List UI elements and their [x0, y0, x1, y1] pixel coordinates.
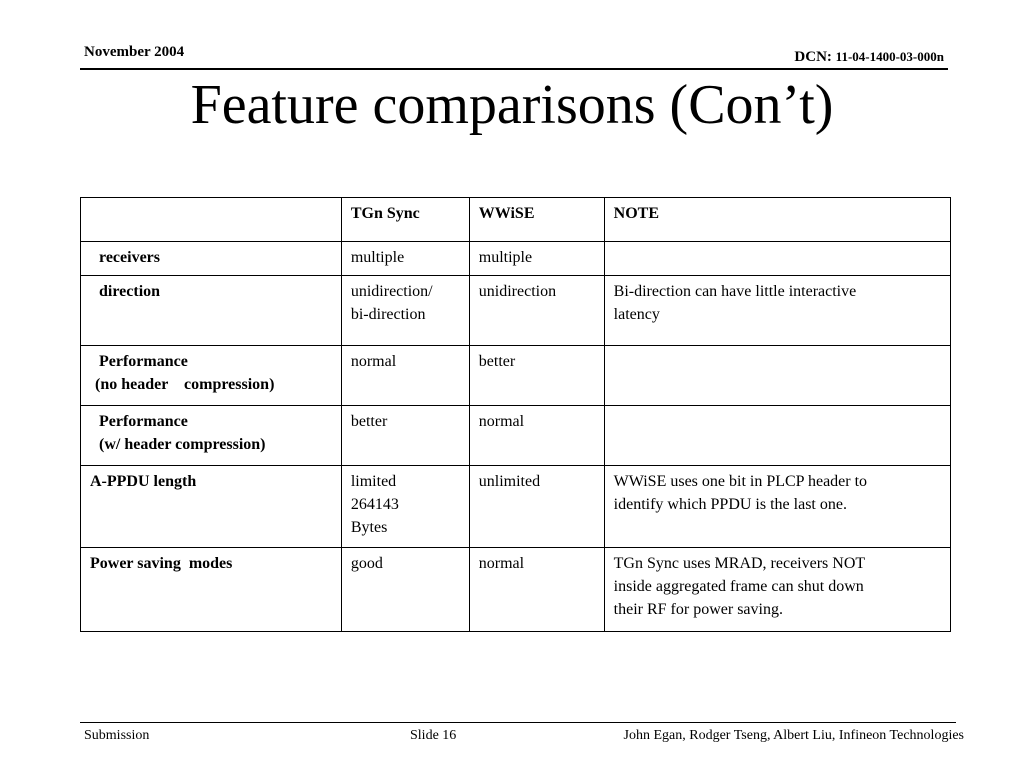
cell-text: good [350, 555, 383, 572]
cell-text: 264143 [350, 496, 399, 513]
table-row [81, 242, 951, 276]
comparison-table [80, 197, 951, 632]
table-row [81, 466, 951, 548]
cell-wwise [469, 276, 604, 346]
footer-rule [80, 722, 956, 723]
cell-text: direction [99, 283, 161, 300]
header-dcn [794, 49, 944, 66]
cell-feat [81, 466, 342, 548]
cell-note [604, 406, 950, 466]
dcn-number: 11-04-1400-03-000n [835, 49, 944, 64]
header-cell-wwise: WWiSE [469, 198, 604, 242]
cell-note [604, 548, 950, 632]
cell-text: normal [478, 413, 525, 430]
header-cell-note: NOTE [604, 198, 950, 242]
cell-text: unlimited [478, 473, 541, 490]
cell-feat [81, 276, 342, 346]
table-header-row [81, 198, 951, 242]
footer-submission: Submission [84, 728, 150, 743]
cell-note [604, 346, 950, 406]
cell-text: multiple [350, 249, 405, 266]
table-row [81, 548, 951, 632]
cell-text: Bytes [350, 519, 388, 536]
cell-text: unidirection [478, 283, 557, 300]
cell-text: their RF for power saving. [613, 601, 783, 618]
header-cell-feature [81, 198, 342, 242]
cell-text: normal [350, 353, 397, 370]
cell-wwise [469, 466, 604, 548]
cell-feat [81, 548, 342, 632]
cell-text: Performance [99, 353, 188, 370]
cell-text: receivers [99, 249, 160, 266]
header-date: November 2004 [84, 44, 185, 60]
cell-text: bi-direction [350, 306, 426, 323]
cell-tgn [341, 466, 469, 548]
cell-tgn [341, 548, 469, 632]
cell-note [604, 242, 950, 276]
cell-text: (no header compression) [95, 376, 275, 393]
cell-text: multiple [478, 249, 533, 266]
cell-text: latency [613, 306, 660, 323]
cell-text: identify which PPDU is the last one. [613, 496, 847, 513]
cell-text: better [478, 353, 516, 370]
cell-wwise [469, 406, 604, 466]
cell-tgn [341, 406, 469, 466]
table-row [81, 406, 951, 466]
footer-slide-number: Slide 16 [410, 728, 457, 743]
header-cell-tgn-sync: TGn Sync [341, 198, 469, 242]
cell-text: A-PPDU length [90, 473, 197, 490]
cell-text: unidirection/ [350, 283, 433, 300]
cell-text: inside aggregated frame can shut down [613, 578, 864, 595]
footer-authors: John Egan, Rodger Tseng, Albert Liu, Infineon Technologies [623, 728, 964, 743]
cell-text: (w/ header compression) [99, 436, 266, 453]
table-body [81, 242, 951, 632]
table-row [81, 276, 951, 346]
cell-text: WWiSE uses one bit in PLCP header to [613, 473, 868, 490]
dcn-label: DCN: [794, 49, 836, 65]
cell-tgn [341, 242, 469, 276]
cell-text: Power saving modes [90, 555, 233, 572]
cell-wwise [469, 346, 604, 406]
cell-tgn [341, 276, 469, 346]
cell-feat [81, 346, 342, 406]
cell-text: better [350, 413, 388, 430]
cell-text: Bi-direction can have little interactive [613, 283, 857, 300]
cell-wwise [469, 548, 604, 632]
cell-feat [81, 242, 342, 276]
cell-text: normal [478, 555, 525, 572]
cell-tgn [341, 346, 469, 406]
cell-note [604, 276, 950, 346]
cell-note [604, 466, 950, 548]
cell-wwise [469, 242, 604, 276]
table-row [81, 346, 951, 406]
cell-text: Performance [99, 413, 188, 430]
cell-feat [81, 406, 342, 466]
slide-title: Feature comparisons (Con’t) [190, 74, 834, 136]
cell-text: limited [350, 473, 397, 490]
cell-text: TGn Sync uses MRAD, receivers NOT [613, 555, 866, 572]
